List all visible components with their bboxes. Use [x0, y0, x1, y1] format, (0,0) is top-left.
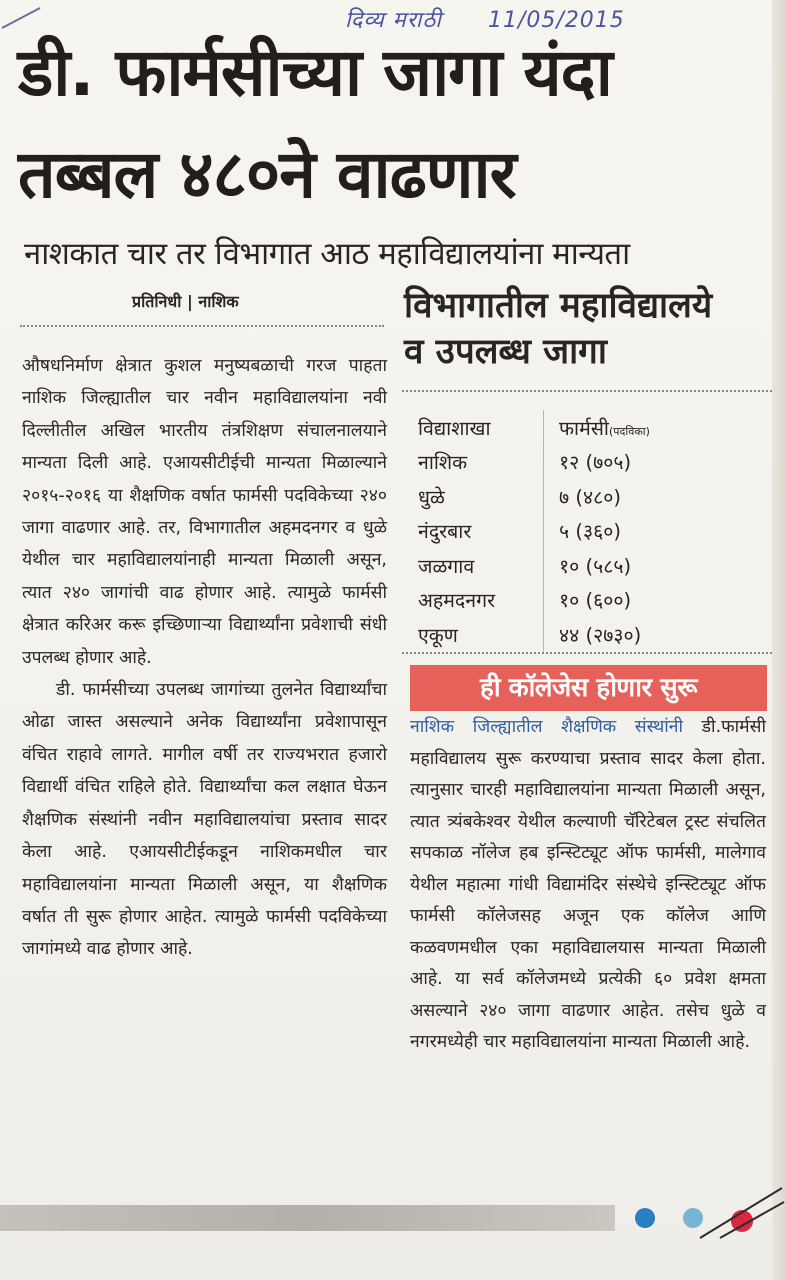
- table-cell-value: ७ (४८०): [559, 485, 621, 509]
- box-title: [404, 283, 774, 375]
- handwritten-date: 11/05/2015: [488, 8, 625, 33]
- table-cell-district: जळगाव: [418, 554, 475, 578]
- table-row: [418, 514, 778, 549]
- decorative-lines-icon: [690, 1180, 785, 1240]
- table-cell-value: १० (५८५): [559, 554, 632, 578]
- divider: [402, 390, 772, 392]
- table-cell-district: नाशिक: [418, 451, 468, 475]
- divider: [402, 652, 772, 654]
- box-title-line-1: विभागातील महाविद्यालये: [404, 286, 713, 326]
- blue-dot-icon: [635, 1208, 655, 1228]
- colleges-banner: ही कॉलेजेस होणार सुरू: [410, 665, 767, 711]
- handwritten-note: [345, 4, 625, 34]
- box-title-line-2: व उपलब्ध जागा: [404, 332, 607, 372]
- headline-line-2: तब्बल ४८०ने वाढणार: [18, 136, 516, 213]
- header-pharmacy-label: फार्मसी: [559, 416, 609, 440]
- article-paragraph-1: औषधनिर्माण क्षेत्रात कुशल मनुष्यबळाची गरज पाहता नाशिक जिल्ह्यातील चार नवीन महाविद्यालयांना नवी दिल्लीतील अखिल भारतीय तंत्रशिक्षण संचालनालयाने मान्यता दिली आहे. एआयसीटीईची मान्यता मिळाल्याने २०१५-२०१६ या शैक्षणिक वर्षात फार्मसी पदविकेच्या २४० जागा वाढणार आहे. तर, विभागातील अहमदनगर व धुळे येथील चार महाविद्यालयांनाही मान्यता मिळाली असून, त्यात २४० जागांची वाढ होणार आहे. त्यामुळे फार्मसी क्षेत्रात करिअर करू इच्छिणाऱ्या विद्यार्थ्यांना प्रवेशाची संधी उपलब्ध होणार आहे.: [22, 356, 387, 668]
- table-header-pharmacy: [545, 410, 778, 445]
- headline-line-1: डी. फार्मसीच्या जागा यंदा: [18, 34, 612, 111]
- table-cell-value: १० (६००): [559, 589, 632, 613]
- scan-strip: [0, 1205, 615, 1231]
- divider: [20, 325, 384, 327]
- table-row-total: [418, 617, 778, 652]
- article-paragraph-2: डी. फार्मसीच्या उपलब्ध जागांच्या तुलनेत विद्यार्थ्यांचा ओढा जास्त असल्याने अनेक विद्यार्थ्यांना प्रवेशापासून वंचित राहावे लागते. मागील वर्षी तर राज्यभरात हजारो विद्यार्थी वंचित राहिले होते. विद्यार्थ्यांचा कल लक्षात घेऊन शैक्षणिक संस्थांनी नवीन महाविद्यालयांचा प्रस्ताव सादर केला आहे. एआयसीटीईकडून नाशिकमधील चार महाविद्यालयांना मान्यता मिळाली असून, या शैक्षणिक वर्षात ती सुरू होणार आहेत. त्यामुळे फार्मसी पदविकेच्या जागांमध्ये वाढ होणार आहे.: [22, 680, 387, 960]
- table-row: [418, 445, 778, 480]
- table-cell-district: अहमदनगर: [418, 589, 496, 613]
- table-cell-value: १२ (७०५): [559, 451, 632, 475]
- table-cell-district: नंदुरबार: [418, 520, 472, 544]
- sidebar-body: [410, 712, 766, 1059]
- sidebar-lead: नाशिक जिल्ह्यातील शैक्षणिक संस्थांनी: [410, 717, 684, 737]
- byline: प्रतिनिधी | नाशिक: [132, 292, 239, 311]
- table-cell-district: धुळे: [418, 485, 445, 509]
- table-header-faculty: विद्याशाखा: [418, 416, 491, 440]
- article-body: [22, 350, 387, 966]
- table-row: [418, 583, 778, 618]
- handwritten-source: दिव्य मराठी: [345, 8, 442, 33]
- table-row: [418, 479, 778, 514]
- table-cell-district: एकूण: [418, 623, 458, 647]
- seats-table: [418, 410, 778, 652]
- table-cell-value: ४४ (२७३०): [559, 623, 642, 647]
- sidebar-text: डी.फार्मसी महाविद्यालय सुरू करण्याचा प्रस्ताव सादर केला होता. त्यानुसार चारही महाविद्यालयांना मान्यता मिळाली असून, त्यात त्र्यंबकेश्वर येथील कल्याणी चॅरिटेबल ट्रस्ट संचलित सपकाळ नॉलेज हब इन्स्टिट्यूट ऑफ फार्मसी, मालेगाव येथील महात्मा गांधी विद्यामंदिर संस्थेचे इन्स्टिट्यूट ऑफ फार्मसी कॉलेजसह अजून एक कॉलेज आणि कळवणमधील एका महाविद्यालयास मान्यता मिळाली आहे. या सर्व कॉलेजमध्ये प्रत्येकी ६० प्रवेश क्षमता असल्याने २४० जागा वाढणार आहेत. तसेच धुळे व नगरमध्येही चार महाविद्यालयांना मान्यता मिळाली आहे.: [410, 717, 766, 1052]
- table-cell-value: ५ (३६०): [559, 520, 621, 544]
- table-row: [418, 548, 778, 583]
- table-header-row: [418, 410, 778, 445]
- subheadline: नाशकात चार तर विभागात आठ महाविद्यालयांना मान्यता: [24, 236, 630, 272]
- header-pharmacy-note: (पदविका): [608, 424, 650, 438]
